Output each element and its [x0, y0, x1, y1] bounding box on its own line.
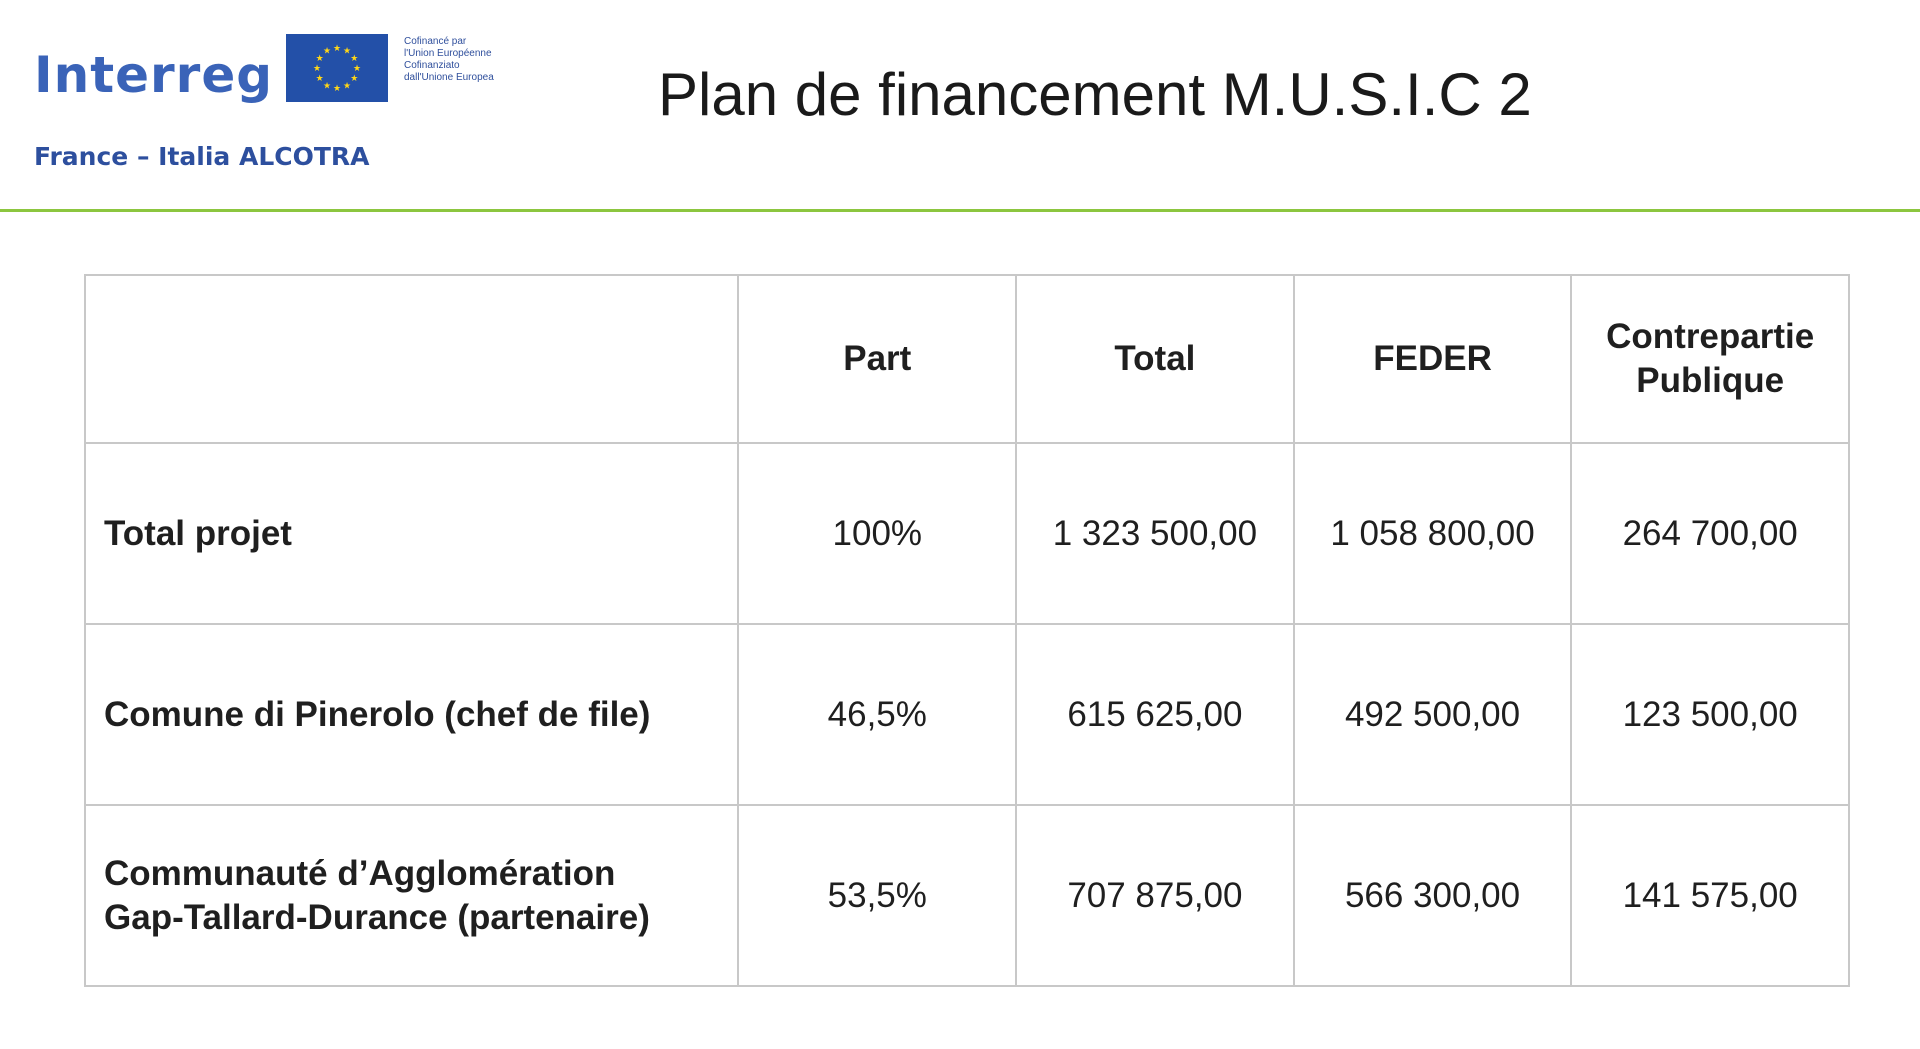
eu-text-line: Cofinancé par [404, 36, 467, 47]
table-header-row [85, 275, 1849, 443]
page-title: Plan de financement M.U.S.I.C 2 [658, 61, 1532, 128]
cell-feder: 1 058 800,00 [1294, 443, 1572, 624]
eu-text-line: dall'Unione Europea [404, 72, 494, 83]
financing-table [84, 274, 1850, 987]
eu-star-icon: ★ [315, 74, 324, 84]
cell-total: 615 625,00 [1016, 624, 1294, 805]
cell-contrepartie: 264 700,00 [1571, 443, 1849, 624]
column-header-part: Part [738, 275, 1016, 443]
cell-part: 46,5% [738, 624, 1016, 805]
column-header-feder: FEDER [1294, 275, 1572, 443]
cell-part: 53,5% [738, 805, 1016, 986]
cell-feder: 566 300,00 [1294, 805, 1572, 986]
row-label: Comune di Pinerolo (chef de file) [85, 624, 738, 805]
table-row [85, 443, 1849, 624]
column-header-contrepartie [1571, 275, 1849, 443]
column-header-total: Total [1016, 275, 1294, 443]
cell-contrepartie: 123 500,00 [1571, 624, 1849, 805]
table-row [85, 805, 1849, 986]
eu-star-icon: ★ [352, 64, 362, 74]
eu-star-icon: ★ [322, 81, 332, 92]
logo-subtitle: France – Italia ALCOTRA [34, 142, 370, 171]
interreg-logo [34, 34, 554, 174]
eu-star-icon: ★ [350, 74, 359, 84]
eu-star-icon: ★ [322, 46, 332, 57]
column-header-contrepartie-text: Contrepartie Publique [1606, 317, 1815, 400]
eu-cofinancing-text [404, 36, 564, 84]
cell-part: 100% [738, 443, 1016, 624]
row-label-text: Communauté d’Agglomération Gap-Tallard-Durance (partenaire) [104, 853, 650, 937]
eu-star-icon: ★ [342, 46, 352, 57]
cell-total: 1 323 500,00 [1016, 443, 1294, 624]
eu-text-line: Cofinanziato [404, 60, 460, 71]
eu-star-icon: ★ [315, 54, 324, 64]
eu-flag-icon [286, 34, 388, 102]
eu-star-icon: ★ [332, 84, 342, 94]
column-header-label [85, 275, 738, 443]
header-divider [0, 209, 1920, 212]
eu-star-icon: ★ [332, 44, 342, 54]
cell-feder: 492 500,00 [1294, 624, 1572, 805]
row-label: Total projet [85, 443, 738, 624]
eu-text-line: l'Union Européenne [404, 48, 492, 59]
table-row [85, 624, 1849, 805]
eu-star-icon: ★ [312, 64, 322, 74]
logo-wordmark: Interreg [34, 46, 274, 104]
cell-contrepartie: 141 575,00 [1571, 805, 1849, 986]
eu-star-icon: ★ [342, 81, 352, 92]
eu-star-icon: ★ [350, 54, 359, 64]
cell-total: 707 875,00 [1016, 805, 1294, 986]
row-label [85, 805, 738, 986]
